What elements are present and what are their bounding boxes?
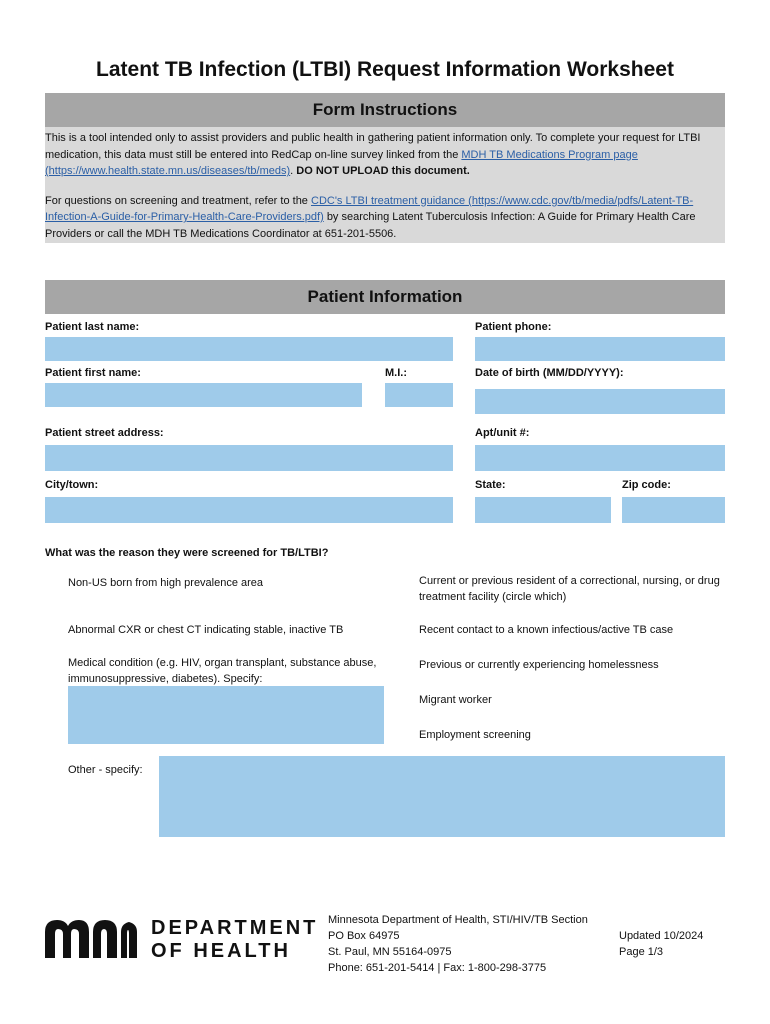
- patient-info-header: Patient Information: [45, 280, 725, 314]
- instructions-paragraph-2: For questions on screening and treatment, refer to the CDC's LTBI treatment guidance (https://www.cdc.gov/tb/media/pdfs/Latent-TB-Infection-A-Guide-for-Primary-Health-Care-Providers.pdf) by searching Latent Tuberculosis Infection: A Guide for Primary Health Care Providers or call the MDH TB Medications Coordinator at 651-201-5506.: [45, 194, 696, 240]
- option-non-us-born[interactable]: Non-US born from high prevalence area: [68, 577, 264, 589]
- medical-condition-specify-field[interactable]: [68, 686, 384, 744]
- last-name-label: Patient last name:: [45, 321, 140, 333]
- dob-label: Date of birth (MM/DD/YYYY):: [475, 367, 624, 379]
- city-label: City/town:: [45, 479, 99, 491]
- apt-label: Apt/unit #:: [475, 427, 530, 439]
- option-medical-condition[interactable]: Medical condition (e.g. HIV, organ transplant, substance abuse, immunosuppressive, diabetes). Specify:: [68, 657, 377, 685]
- screening-question: What was the reason they were screened for TB/LTBI?: [45, 547, 329, 559]
- mi-field[interactable]: [385, 383, 453, 407]
- do-not-upload-notice: DO NOT UPLOAD this document.: [296, 165, 470, 177]
- option-recent-contact[interactable]: Recent contact to a known infectious/active TB case: [419, 624, 674, 636]
- option-employment-screening[interactable]: Employment screening: [419, 729, 531, 741]
- dob-field[interactable]: [475, 389, 725, 414]
- footer-updated: Updated 10/2024 Page 1/3: [619, 930, 704, 958]
- page-title: Latent TB Infection (LTBI) Request Information Worksheet: [96, 58, 674, 81]
- department-of-health-wordmark: DEPARTMENT OF HEALTH: [151, 917, 319, 962]
- apt-field[interactable]: [475, 445, 725, 471]
- street-label: Patient street address:: [45, 427, 164, 439]
- option-abnormal-cxr[interactable]: Abnormal CXR or chest CT indicating stable, inactive TB: [68, 624, 344, 636]
- first-name-label: Patient first name:: [45, 367, 141, 379]
- other-specify-field[interactable]: [159, 756, 725, 837]
- page-number: Page 1/3: [619, 946, 664, 958]
- cdc-ltbi-guidance-link[interactable]: CDC's LTBI treatment guidance (https://www.cdc.gov/tb/media/pdfs/Latent-TB-Infection-A-Guide-for-Primary-Health-Care-Providers.pdf): [45, 194, 694, 223]
- state-field[interactable]: [475, 497, 611, 523]
- instructions-header: Form Instructions: [45, 93, 725, 127]
- option-migrant-worker[interactable]: Migrant worker: [419, 694, 492, 706]
- instructions-paragraph-1: This is a tool intended only to assist providers and public health in gathering patient information only. To complete your request for LTBI medication, this data must still be entered into RedCap on-line survey linked from the MDH TB Medications Program page (https://www.health.state.mn.us/diseases/tb/meds). DO NOT UPLOAD this document.: [45, 132, 701, 177]
- street-field[interactable]: [45, 445, 453, 471]
- option-homelessness[interactable]: Previous or currently experiencing homelessness: [419, 659, 659, 671]
- zip-label: Zip code:: [622, 479, 671, 491]
- phone-label: Patient phone:: [475, 321, 552, 333]
- other-specify-label: Other - specify:: [68, 764, 143, 776]
- mn-logo-icon: [45, 918, 137, 958]
- state-label: State:: [475, 479, 506, 491]
- zip-field[interactable]: [622, 497, 725, 523]
- first-name-field[interactable]: [45, 383, 362, 407]
- mdh-tb-meds-link[interactable]: MDH TB Medications Program page (https://www.health.state.mn.us/diseases/tb/meds): [45, 148, 638, 177]
- instructions-box: [45, 127, 725, 243]
- footer-address: Minnesota Department of Health, STI/HIV/TB Section PO Box 64975 St. Paul, MN 55164-0975 Phone: 651-201-5414 | Fax: 1-800-298-3775: [328, 914, 588, 974]
- last-name-field[interactable]: [45, 337, 453, 361]
- city-field[interactable]: [45, 497, 453, 523]
- phone-field[interactable]: [475, 337, 725, 361]
- mi-label: M.I.:: [385, 367, 407, 379]
- option-correctional-resident[interactable]: Current or previous resident of a correctional, nursing, or drug treatment facility (circle which): [419, 575, 720, 603]
